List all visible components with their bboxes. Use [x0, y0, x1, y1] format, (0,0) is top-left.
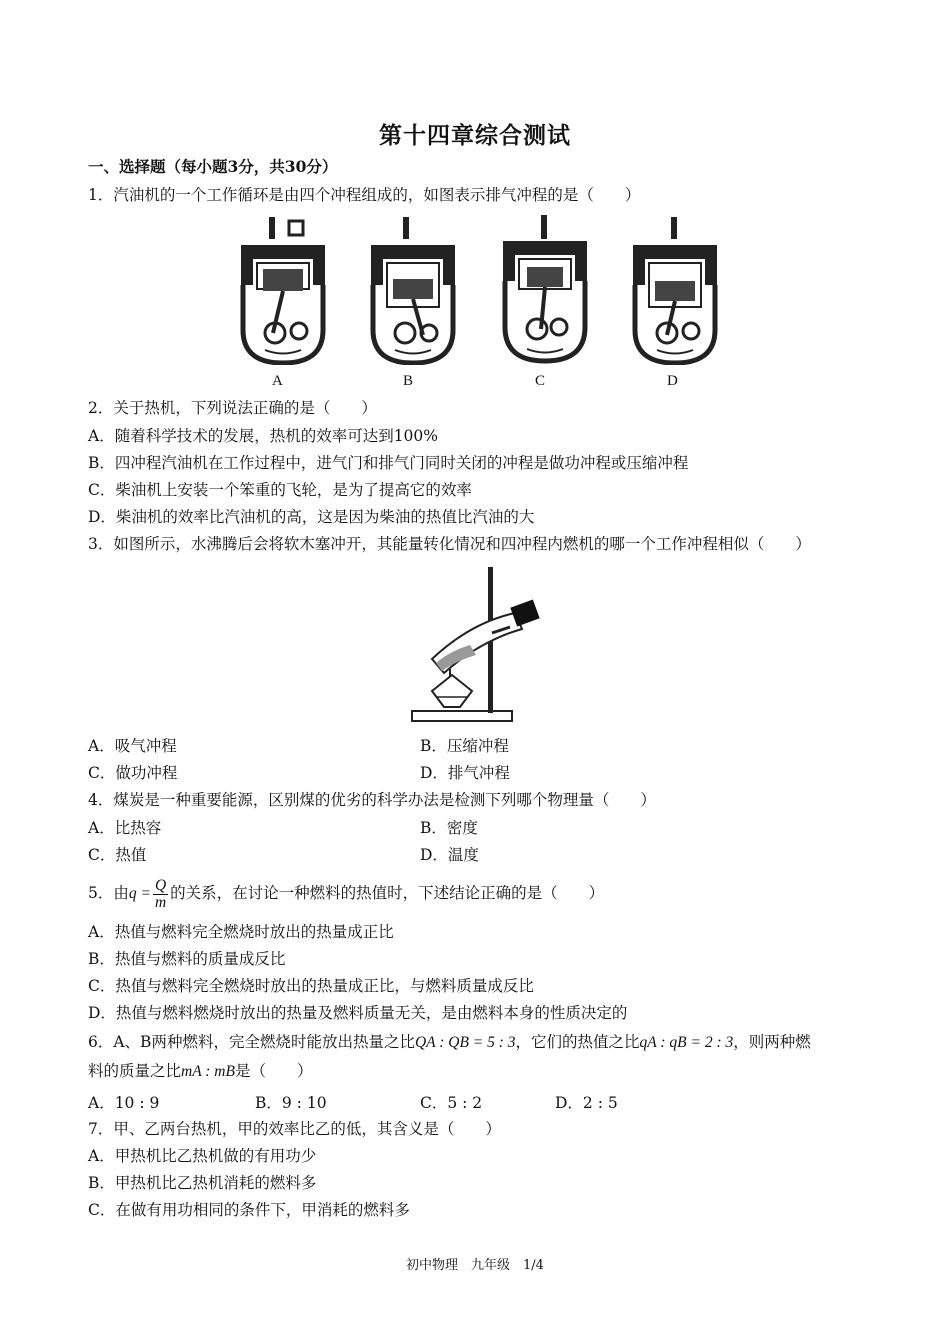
question-7-option-a: A．甲热机比乙热机做的有用功少 — [88, 1147, 317, 1165]
heat-ratio: QA : QB = 5 : 3 — [414, 1034, 516, 1051]
engine-figure-d — [627, 215, 723, 365]
question-4-stem: 4．煤炭是一种重要能源，区别煤的优劣的科学办法是检测下列哪个物理量（ ） — [88, 791, 656, 809]
question-6-option-b: B．9 : 10 — [255, 1094, 327, 1112]
question-7-option-b: B．甲热机比乙热机消耗的燃料多 — [88, 1174, 317, 1192]
question-6-part1: 6．A、B两种燃料，完全燃烧时能放出热量之比 — [88, 1033, 415, 1051]
question-3-option-d: D．排气冲程 — [420, 764, 510, 782]
question-4-option-b: B．密度 — [420, 819, 478, 837]
question-5-option-c: C．热值与燃料完全燃烧时放出的热量成正比，与燃料质量成反比 — [88, 977, 534, 995]
engine-figure-c — [497, 215, 593, 365]
page-title: 第十四章综合测试 — [379, 122, 571, 149]
question-4-option-d: D．温度 — [420, 846, 479, 864]
question-5-option-b: B．热值与燃料的质量成反比 — [88, 950, 286, 968]
heat-value-ratio: qA : qB = 2 : 3 — [639, 1034, 734, 1051]
engine-label-b: B — [403, 373, 414, 389]
question-6-option-d: D．2 : 5 — [555, 1094, 618, 1112]
section-heading: 一、选择题（每小题3分，共30分） — [88, 157, 338, 176]
question-2-option-b: B．四冲程汽油机在工作过程中，进气门和排气门同时关闭的冲程是做功冲程或压缩冲程 — [88, 454, 689, 472]
question-3-stem: 3．如图所示，水沸腾后会将软木塞冲开，其能量转化情况和四冲程内燃机的哪一个工作冲程相似（ ） — [88, 535, 811, 553]
question-5-stem — [88, 874, 604, 913]
question-3-option-b: B．压缩冲程 — [420, 737, 509, 755]
question-5-suffix: 的关系，在讨论一种燃料的热值时，下述结论正确的是（ ） — [170, 884, 605, 902]
question-7-stem: 7．甲、乙两台热机，甲的效率比乙的低，其含义是（ ） — [88, 1120, 501, 1138]
formula-denominator: m — [154, 893, 167, 911]
question-2-option-c: C．柴油机上安装一个笨重的飞轮，是为了提高它的效率 — [88, 481, 472, 499]
question-6-option-a: A．10 : 9 — [88, 1094, 160, 1112]
page-footer: 初中物理 九年级 1/4 — [406, 1258, 544, 1273]
question-3-option-c: C．做功冲程 — [88, 764, 178, 782]
question-6-part3: ，则两种燃 — [733, 1033, 811, 1051]
question-2-option-d: D．柴油机的效率比汽油机的高，这是因为柴油的热值比汽油的大 — [88, 508, 535, 526]
question-1-stem: 1．汽油机的一个工作循环是由四个冲程组成的，如图表示排气冲程的是（ ） — [88, 186, 641, 204]
boiling-tube-apparatus-figure — [410, 563, 550, 725]
question-6-option-c: C．5 : 2 — [420, 1094, 483, 1112]
question-6-line-2 — [88, 1061, 313, 1082]
engine-label-c: C — [535, 373, 546, 389]
formula-fraction — [153, 878, 168, 911]
engine-label-a: A — [272, 373, 283, 389]
engine-figure-a — [235, 215, 331, 365]
mass-ratio: mA : mB — [181, 1063, 235, 1080]
question-2-option-a: A．随着科学技术的发展，热机的效率可达到100% — [88, 427, 439, 445]
question-5-option-d: D．热值与燃料燃烧时放出的热量及燃料质量无关，是由燃料本身的性质决定的 — [88, 1004, 628, 1022]
question-5-option-a: A．热值与燃料完全燃烧时放出的热量成正比 — [88, 923, 394, 941]
formula-lhs: q = — [128, 885, 151, 902]
question-6-line-1 — [88, 1032, 811, 1053]
question-7-option-c: C．在做有用功相同的条件下，甲消耗的燃料多 — [88, 1201, 410, 1219]
question-2-stem: 2．关于热机，下列说法正确的是（ ） — [88, 399, 377, 417]
question-4-option-c: C．热值 — [88, 846, 147, 864]
question-6-part2: ，它们的热值之比 — [515, 1033, 640, 1051]
question-3-option-a: A．吸气冲程 — [88, 737, 177, 755]
engine-figure-b — [365, 215, 461, 365]
formula-numerator: Q — [154, 876, 167, 894]
question-6-part5: 是（ ） — [234, 1062, 313, 1080]
question-6-part4: 料的质量之比 — [88, 1062, 182, 1080]
question-5-prefix: 5．由 — [88, 884, 129, 902]
question-4-option-a: A．比热容 — [88, 819, 162, 837]
engine-label-d: D — [667, 373, 678, 389]
